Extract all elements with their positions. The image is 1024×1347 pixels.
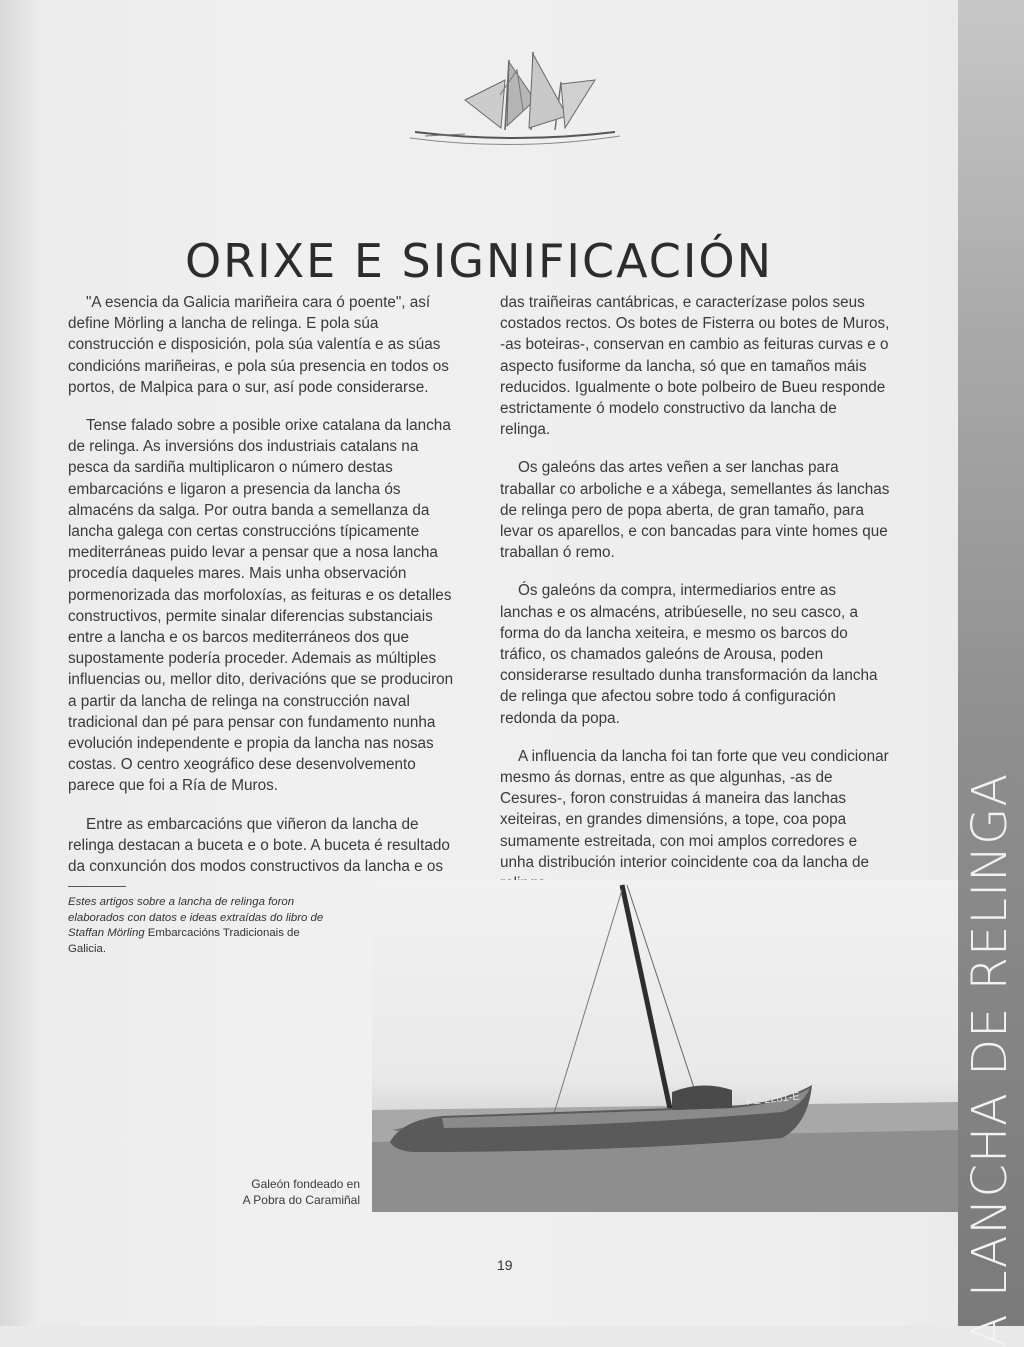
paragraph: Os galeóns das artes veñen a ser lanchas para traballar co arboliche e a xábega, semellantes ás lanchas de relinga pero de popa aberta, de gran tamaño, para levar os aparellos, e con bancadas para vinte homes que traballan ó remo. bbox=[500, 459, 890, 562]
page-title: ORIXE E SIGNIFICACIÓN bbox=[184, 234, 774, 288]
boat-registration: FE-2281-E bbox=[746, 1090, 801, 1108]
paragraph: Entre as embarcacións que viñeron da lancha de relinga destacan a buceta e o bote. A buceta é resultado da conxunción dos modos constructivos da lancha e os bbox=[68, 815, 450, 876]
left-column bbox=[68, 292, 458, 894]
footnote-italic-text: Estes artigos sobre a lancha de relinga foron elaborados con datos e ideas extraídas do libro de Staffan Mörling bbox=[68, 896, 324, 940]
boat-photo bbox=[372, 880, 958, 1212]
photo-caption-line: A Pobra do Caramiñal bbox=[242, 1193, 360, 1207]
footnote bbox=[68, 895, 336, 957]
paragraph: das traiñeiras cantábricas, e caracterízase polos seus costados rectos. Os botes de Fisterra ou botes de Muros, -as boteiras-, conservan en cambio as feituras curvas e o aspecto fusiforme da lancha, só que en tamaños máis reducidos. Igualmente o bote polbeiro de Bueu responde estrictamente ó modelo constructivo da lancha de relinga. bbox=[500, 294, 890, 439]
page-number: 19 bbox=[497, 1257, 513, 1273]
paragraph: A influencia da lancha foi tan forte que veu condicionar mesmo ás dornas, entre as que algunhas, -as de Cesures-, foron construidas á maneira das lanchas xeiteiras, en grandes dimensións, a tope, coa popa sumamente estreitada, con moi amplos corredores e unha distribución interior coincidente coa da lancha de bbox=[500, 747, 889, 871]
boat-photo-image bbox=[372, 880, 958, 1212]
photo-caption bbox=[238, 1176, 360, 1208]
sidebar-title: A LANCHA DE RELINGA bbox=[962, 772, 1018, 1347]
paragraph: Tense falado sobre a posible orixe catalana da lancha de relinga. As inversións dos industriais catalans na pesca da sardiña multiplicaron o número destas embarcacións e ligaron a presencia da lancha ós almacéns da salga. Por outra banda a semellanza da lancha galega con certas construccións típicamente mediterráneas puido levar a pensar que a nosa lancha procedía daqueles mares. Mais unha observación pormenorizada das morfoloxías, as feituras e os detalles constructivos, permite sinalar diferencias substanciais entre a lancha e os barcos mediterráneos dos que supostamente podería proceder. Ademais as múltiples influencias ou, mellor dito, derivacións que se produciron a partir da lancha de relinga na construcción naval tradicional dan pé para pensar con fundamento nunha evolución independente e propia da lancha nas nosas costas. O centro xeográfico dese desenvolvemento parece que foi a Ría de Muros. bbox=[68, 417, 454, 795]
footnote-divider bbox=[68, 886, 126, 887]
footnote-book-title: Embarcacións Tradicionais de Galicia. bbox=[68, 927, 300, 955]
ship-sketch-illustration bbox=[405, 40, 625, 155]
paragraph: "A esencia da Galicia mariñeira cara ó poente", así define Mörling a lancha de relinga. E pola súa construcción e disposición, pola súa valentía e as súas condicións mariñeiras, e pola súa presencia en todos os portos, de Malpica para o sur, así pode considerarse. bbox=[68, 294, 449, 396]
right-column bbox=[500, 292, 890, 911]
paragraph: Ós galeóns da compra, intermediarios entre as lanchas e os almacéns, atribúeselle, no seu casco, a forma do da lancha xeiteira, e mesmo os barcos do tráfico, os chamados galeóns de Arousa, poden considerarse resultado dunha transformación da lancha de relinga que afectou sobre todo á configuración redonda da popa. bbox=[500, 582, 878, 727]
photo-caption-line: Galeón fondeado en bbox=[251, 1177, 360, 1191]
